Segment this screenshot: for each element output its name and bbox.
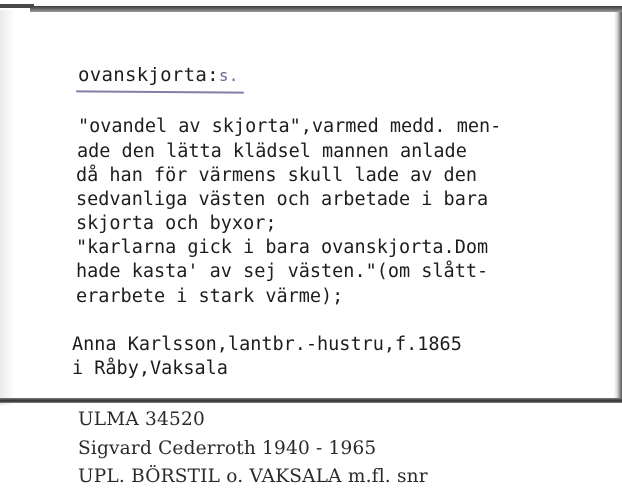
definition-line: ade den lätta klädsel mannen anlade <box>77 141 467 162</box>
definition-line: "ovandel av skjorta",varmed medd. men- <box>78 116 502 137</box>
headword-suffix: s. <box>218 66 239 85</box>
headword-term: ovanskjorta: <box>78 64 219 86</box>
definition-line: erarbete i stark värme); <box>76 286 344 307</box>
scan-edge-right <box>614 12 622 402</box>
scan-edge-top <box>30 6 622 12</box>
headword <box>78 64 239 86</box>
definition-line: "karlarna gick i bara ovanskjorta.Dom <box>76 237 489 258</box>
definition-line: då han för värmens skull lade av den <box>76 165 477 186</box>
scan-edge-top-left <box>0 4 34 8</box>
place: UPL. BÖRSTIL o. VAKSALA m.fl. snr <box>78 466 428 487</box>
informant-line: i Råby,Vaksala <box>72 358 228 379</box>
headword-underline <box>76 90 244 93</box>
card-divider <box>0 398 622 403</box>
informant-line: Anna Karlsson,lantbr.-hustru,f.1865 <box>72 334 462 355</box>
definition-line: skjorta och byxor; <box>76 213 277 234</box>
collector: Sigvard Cederroth 1940 - 1965 <box>78 438 377 459</box>
record-id: ULMA 34520 <box>78 409 205 430</box>
definition-line: hade kasta' av sej västen."(om slått- <box>76 261 489 282</box>
scan-edge-left <box>0 10 14 405</box>
definition-line: sedvanliga västen och arbetade i bara <box>76 189 489 210</box>
